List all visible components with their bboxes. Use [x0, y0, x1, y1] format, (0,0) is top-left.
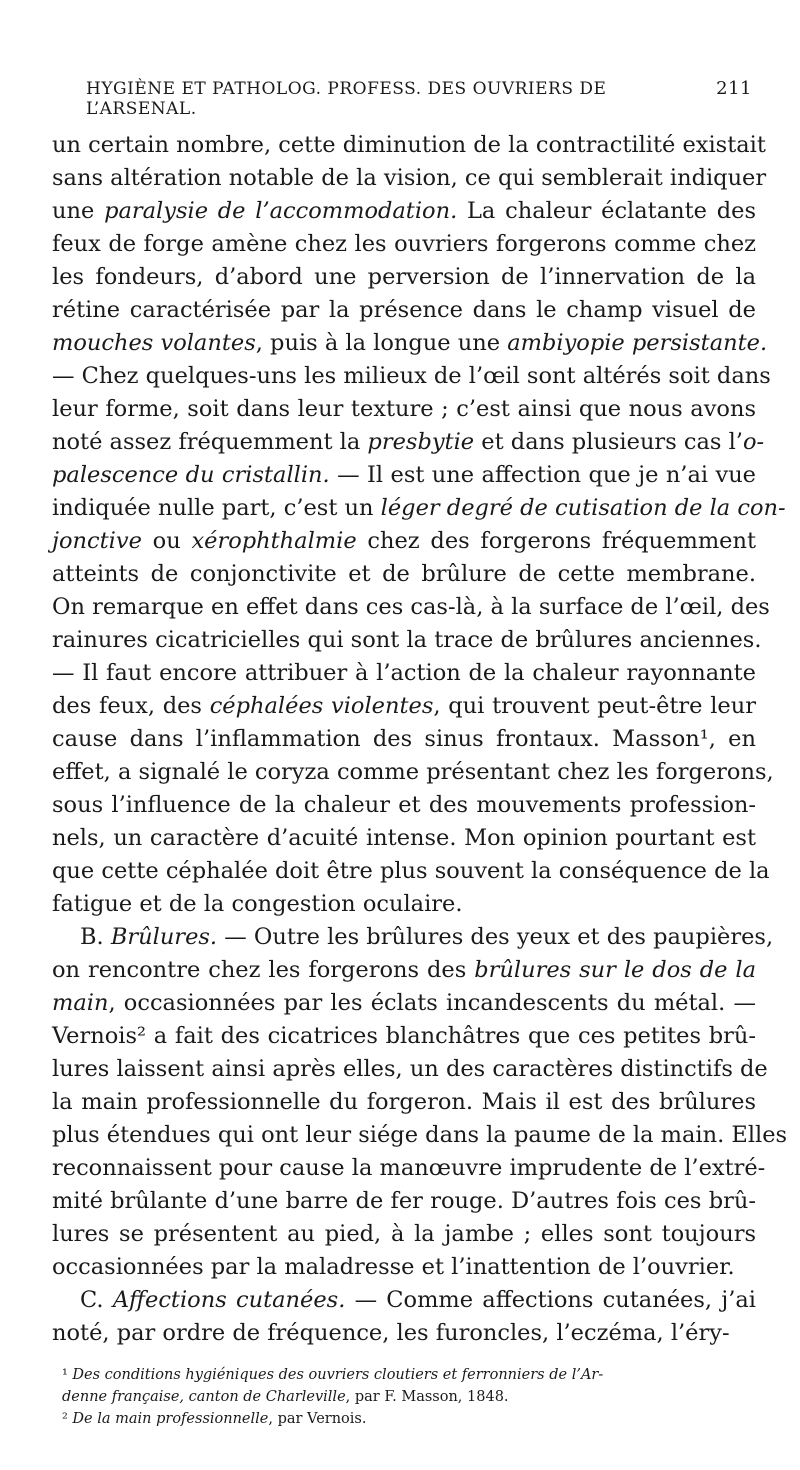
text-line: fatigue et de la congestion oculaire. — [52, 891, 463, 917]
text-line: rainures cicatricielles qui sont la trace de brûlures anciennes. — [52, 627, 762, 653]
text-line: que cette céphalée doit être plus souvent la conséquence de la — [52, 858, 770, 884]
text-line: indiquée nulle part, c’est un léger degré de cutisation de la con- — [52, 495, 786, 521]
text-line: cause dans l’inflammation des sinus frontaux. Masson¹, en — [52, 726, 756, 752]
text-line: palescence du cristallin. — Il est une affection que je n’ai vue — [52, 462, 756, 488]
text-line: nels, un caractère d’acuité intense. Mon opinion pourtant est — [52, 825, 756, 851]
text-line: plus étendues qui ont leur siége dans la paume de la main. Elles — [52, 1122, 788, 1148]
footnote-line: ² De la main professionnelle, par Vernois. — [62, 1411, 367, 1427]
text-line: main, occasionnées par les éclats incandescents du métal. — — [52, 990, 756, 1016]
text-line: effet, a signalé le coryza comme présentant chez les forgerons, — [52, 759, 774, 785]
text-line: occasionnées par la maladresse et l’inattention de l’ouvrier. — [52, 1254, 735, 1280]
text-line: — Il faut encore attribuer à l’action de la chaleur rayonnante — [52, 660, 756, 686]
footnote-line: denne française, canton de Charleville, par F. Masson, 1848. — [62, 1389, 509, 1405]
text-line: rétine caractérisée par la présence dans le champ visuel de — [52, 297, 756, 323]
text-line: Vernois² a fait des cicatrices blanchâtres que ces petites brû- — [52, 1023, 756, 1049]
text-line: noté assez fréquemment la presbytie et dans plusieurs cas l’o- — [52, 429, 765, 455]
text-line: mouches volantes, puis à la longue une ambiyopie persistante. — [52, 330, 768, 356]
text-line: une paralysie de l’accommodation. La chaleur éclatante des — [52, 198, 756, 224]
text-line: atteints de conjonctivite et de brûlure de cette membrane. — [52, 561, 756, 587]
footnotes — [52, 1364, 756, 1430]
page-number: 211 — [716, 78, 752, 99]
text-line: leur forme, soit dans leur texture ; c’est ainsi que nous avons — [52, 396, 756, 422]
text-line: reconnaissent pour cause la manœuvre imprudente de l’extré- — [52, 1155, 766, 1181]
running-header — [86, 78, 756, 119]
running-title: HYGIÈNE ET PATHOLOG. PROFESS. DES OUVRIERS DE L’ARSENAL. — [86, 79, 607, 119]
text-line: jonctive ou xérophthalmie chez des forgerons fréquemment — [52, 528, 756, 554]
body-text — [52, 129, 788, 1350]
text-line: B. Brûlures. — Outre les brûlures des yeux et des paupières, — [80, 924, 774, 950]
text-line: sans altération notable de la vision, ce qui semblerait indiquer — [52, 165, 767, 191]
text-line: On remarque en effet dans ces cas-là, à la surface de l’œil, des — [52, 594, 770, 620]
text-line: la main professionnelle du forgeron. Mais il est des brûlures — [52, 1089, 756, 1115]
text-line: on rencontre chez les forgerons des brûlures sur le dos de la — [52, 957, 756, 983]
text-line: mité brûlante d’une barre de fer rouge. D’autres fois ces brû- — [52, 1188, 756, 1214]
text-line: les fondeurs, d’abord une perversion de l’innervation de la — [52, 264, 756, 290]
text-line: des feux, des céphalées violentes, qui trouvent peut-être leur — [52, 693, 756, 719]
text-line: sous l’influence de la chaleur et des mouvements profession- — [52, 792, 756, 818]
text-line: noté, par ordre de fréquence, les furoncles, l’eczéma, l’éry- — [52, 1320, 730, 1346]
text-line: — Chez quelques-uns les milieux de l’œil sont altérés soit dans — [52, 363, 771, 389]
text-line: feux de forge amène chez les ouvriers forgerons comme chez — [52, 231, 756, 257]
text-line: un certain nombre, cette diminution de la contractilité existait — [52, 132, 766, 158]
footnote-line: ¹ Des conditions hygiéniques des ouvriers cloutiers et ferronniers de l’Ar- — [62, 1367, 604, 1383]
text-line: lures se présentent au pied, à la jambe ; elles sont toujours — [52, 1221, 756, 1247]
text-line: C. Affections cutanées. — Comme affections cutanées, j’ai — [80, 1287, 756, 1313]
text-line: lures laissent ainsi après elles, un des caractères distinctifs de — [52, 1056, 768, 1082]
